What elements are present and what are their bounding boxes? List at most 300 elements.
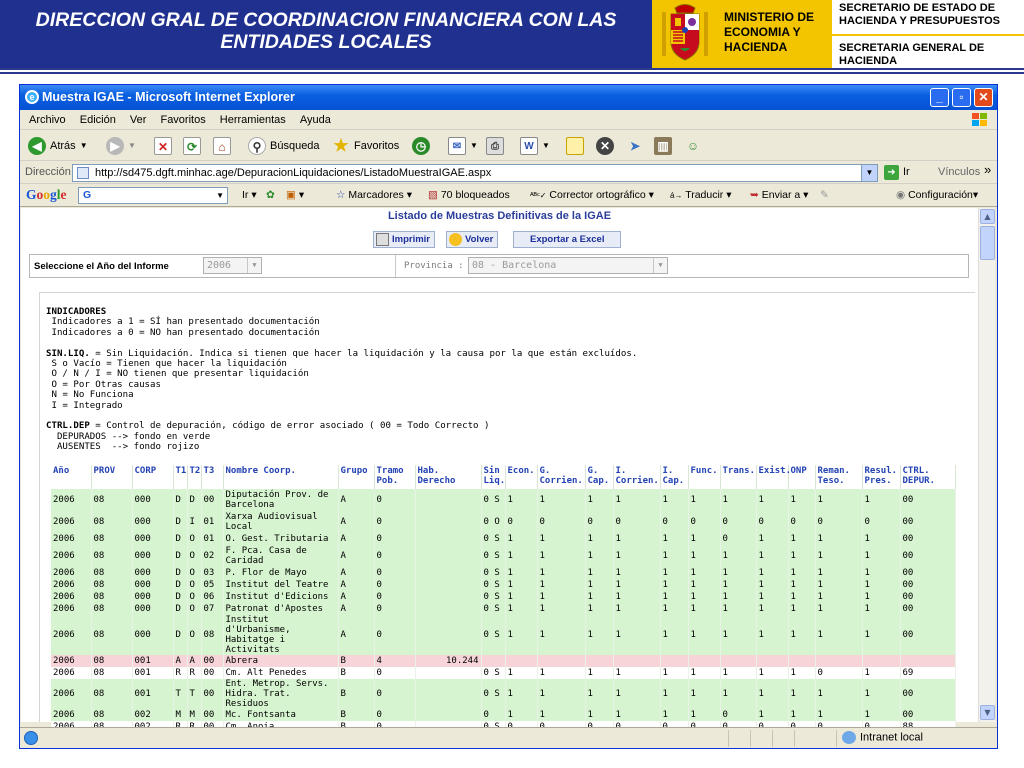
chevron-down-icon[interactable]: ▼ bbox=[861, 165, 877, 181]
forward-button[interactable] bbox=[106, 135, 136, 157]
back-button[interactable] bbox=[28, 135, 88, 157]
table-cell: 1 bbox=[788, 489, 815, 511]
search-button[interactable] bbox=[248, 135, 320, 157]
table-cell: 1 bbox=[862, 545, 900, 567]
edit-button[interactable] bbox=[520, 135, 550, 157]
table-cell: 1 bbox=[862, 591, 900, 603]
column-header[interactable]: Sin Liq. bbox=[481, 465, 505, 489]
column-header[interactable]: Exist. bbox=[756, 465, 788, 489]
table-cell: 0 bbox=[720, 511, 756, 533]
legend-text bbox=[46, 307, 637, 453]
security-zone: Intranet local bbox=[842, 731, 923, 744]
table-cell: 1 bbox=[862, 489, 900, 511]
table-cell: Abrera bbox=[223, 655, 338, 667]
table-cell: A bbox=[173, 655, 187, 667]
search-icon: ⚲ bbox=[248, 137, 266, 155]
table-row[interactable] bbox=[51, 545, 955, 567]
table-cell: 1 bbox=[756, 603, 788, 615]
column-header[interactable]: ONP bbox=[788, 465, 815, 489]
table-cell: 002 bbox=[132, 709, 173, 721]
table-cell: 0 S bbox=[481, 615, 505, 655]
table-cell: 0 bbox=[374, 533, 415, 545]
table-cell: 2006 bbox=[51, 655, 91, 667]
table-cell: 1 bbox=[660, 679, 688, 709]
address-field[interactable] bbox=[72, 164, 878, 182]
favorites-button[interactable] bbox=[332, 135, 399, 157]
indicators-line-2: Indicadores a 0 = NO han presentado documentación bbox=[46, 327, 320, 338]
table-cell: O bbox=[187, 615, 201, 655]
table-cell: 1 bbox=[720, 603, 756, 615]
filter-divider bbox=[395, 255, 396, 277]
table-cell: 0 S bbox=[481, 567, 505, 579]
sinliq-line-4: N = No Funciona bbox=[46, 390, 134, 401]
province-select[interactable]: 08 - Barcelona ▼ bbox=[468, 257, 668, 274]
cursor-icon: ➤ bbox=[629, 139, 641, 153]
table-cell: 1 bbox=[862, 579, 900, 591]
pagerank-icon: ✿ bbox=[266, 189, 275, 201]
table-cell bbox=[415, 579, 481, 591]
column-header[interactable]: I. Corrien. bbox=[613, 465, 660, 489]
column-header[interactable]: G. Corrien. bbox=[537, 465, 585, 489]
ctrl-key: CTRL.DEP bbox=[46, 421, 90, 432]
table-cell: 0 bbox=[537, 511, 585, 533]
table-cell: 1 bbox=[537, 567, 585, 579]
minimize-button[interactable]: _ bbox=[930, 88, 949, 107]
send-to-button[interactable]: ➥ Enviar a ▾ bbox=[750, 189, 809, 201]
table-cell: 1 bbox=[815, 591, 862, 603]
column-header[interactable]: Tramo Pob. bbox=[374, 465, 415, 489]
word-icon: W bbox=[520, 137, 538, 155]
table-cell: 1 bbox=[537, 489, 585, 511]
table-cell: 08 bbox=[91, 667, 132, 679]
table-cell: 1 bbox=[585, 545, 613, 567]
chevron-down-icon: ▼ bbox=[470, 141, 478, 150]
google-go-button[interactable]: Ir ▾ bbox=[242, 189, 257, 201]
table-cell: 1 bbox=[613, 533, 660, 545]
table-cell: D bbox=[173, 579, 187, 591]
table-cell: 1 bbox=[720, 545, 756, 567]
back-label: Atrás bbox=[50, 140, 76, 152]
table-cell: 1 bbox=[505, 579, 537, 591]
table-cell: 1 bbox=[788, 615, 815, 655]
table-cell: 1 bbox=[505, 679, 537, 709]
go-button[interactable] bbox=[884, 165, 910, 180]
table-cell: O bbox=[187, 579, 201, 591]
bookmarks-button[interactable]: ☆ Marcadores ▾ bbox=[336, 189, 412, 201]
table-cell: O bbox=[187, 533, 201, 545]
table-cell: A bbox=[338, 567, 374, 579]
chevron-down-icon: ▼ bbox=[79, 141, 88, 150]
table-row[interactable] bbox=[51, 511, 955, 533]
table-cell: 00 bbox=[900, 511, 955, 533]
column-header[interactable]: Reman. Teso. bbox=[815, 465, 862, 489]
table-cell: D bbox=[173, 533, 187, 545]
table-cell bbox=[415, 679, 481, 709]
table-cell: Patronat d'Apostes bbox=[223, 603, 338, 615]
table-cell: 2006 bbox=[51, 511, 91, 533]
table-cell: 00 bbox=[900, 567, 955, 579]
sinliq-line-3: O = Por Otras causas bbox=[46, 379, 161, 390]
table-cell bbox=[505, 655, 537, 667]
table-cell: 0 bbox=[374, 511, 415, 533]
table-cell: 0 bbox=[481, 709, 505, 721]
table-cell: D bbox=[173, 545, 187, 567]
table-cell: F. Pca. Casa de Caridad bbox=[223, 545, 338, 567]
column-header[interactable]: G. Cap. bbox=[585, 465, 613, 489]
back-hand-icon bbox=[449, 233, 462, 246]
column-header[interactable]: T3 bbox=[201, 465, 223, 489]
table-row[interactable] bbox=[51, 615, 955, 655]
spellcheck-button[interactable]: ᴬᴮᶜ✓ Corrector ortográfico ▾ bbox=[530, 189, 654, 201]
menu-ver[interactable]: Ver bbox=[129, 114, 147, 126]
column-header[interactable]: T1 bbox=[173, 465, 187, 489]
print-button[interactable] bbox=[486, 135, 508, 157]
table-cell: T bbox=[173, 679, 187, 709]
home-button[interactable] bbox=[213, 135, 235, 157]
intranet-icon bbox=[842, 731, 856, 744]
table-cell bbox=[415, 545, 481, 567]
table-cell: 05 bbox=[201, 579, 223, 591]
table-cell: 1 bbox=[788, 579, 815, 591]
table-cell: 0 bbox=[720, 533, 756, 545]
back-arrow-icon: ◀ bbox=[28, 137, 46, 155]
table-cell: 1 bbox=[788, 603, 815, 615]
window-titlebar[interactable] bbox=[20, 85, 997, 110]
table-cell: Mc. Fontsanta bbox=[223, 709, 338, 721]
table-cell: 000 bbox=[132, 511, 173, 533]
table-cell: 0 S bbox=[481, 489, 505, 511]
table-cell: 0 bbox=[720, 709, 756, 721]
table-row[interactable] bbox=[51, 655, 955, 667]
table-cell: 1 bbox=[756, 533, 788, 545]
table-row[interactable] bbox=[51, 489, 955, 511]
block-icon: ✕ bbox=[596, 137, 614, 155]
table-cell: 1 bbox=[660, 567, 688, 579]
table-cell: 000 bbox=[132, 591, 173, 603]
table-cell: 07 bbox=[201, 603, 223, 615]
table-cell: 0 bbox=[788, 511, 815, 533]
table-cell: D bbox=[173, 489, 187, 511]
chevron-right-icon[interactable]: » bbox=[984, 162, 992, 177]
translate-button[interactable]: á→ Traducir ▾ bbox=[670, 189, 732, 201]
table-cell: 1 bbox=[505, 567, 537, 579]
links-label[interactable]: Vínculos bbox=[938, 166, 981, 178]
column-header[interactable]: Func. bbox=[688, 465, 720, 489]
table-cell: 08 bbox=[91, 489, 132, 511]
column-header[interactable]: PROV bbox=[91, 465, 132, 489]
table-cell: 1 bbox=[788, 533, 815, 545]
table-cell: 1 bbox=[537, 533, 585, 545]
table-cell: B bbox=[338, 679, 374, 709]
table-row[interactable] bbox=[51, 679, 955, 709]
table-cell: 1 bbox=[585, 603, 613, 615]
column-header[interactable]: Trans. bbox=[720, 465, 756, 489]
table-cell: B bbox=[338, 667, 374, 679]
table-cell: 0 S bbox=[481, 603, 505, 615]
table-cell: M bbox=[187, 709, 201, 721]
table-cell bbox=[415, 567, 481, 579]
blocked-popups-button[interactable]: ▧ 70 bloqueados bbox=[428, 189, 510, 201]
table-cell: 000 bbox=[132, 603, 173, 615]
table-cell bbox=[585, 655, 613, 667]
province-label: Provincia : bbox=[404, 261, 464, 271]
table-cell: 0 bbox=[613, 511, 660, 533]
google-logo: Google bbox=[26, 187, 67, 202]
column-header[interactable]: Resul. Pres. bbox=[862, 465, 900, 489]
popup-button[interactable]: ▣ ▾ bbox=[286, 189, 305, 201]
table-cell: 1 bbox=[862, 533, 900, 545]
ministry-label: MINISTERIO DE ECONOMIA Y HACIENDA bbox=[718, 0, 830, 68]
table-cell: 1 bbox=[613, 709, 660, 721]
search-label: Búsqueda bbox=[270, 140, 320, 152]
table-cell: T bbox=[187, 679, 201, 709]
table-cell: 1 bbox=[688, 489, 720, 511]
refresh-button[interactable] bbox=[183, 135, 205, 157]
mail-button[interactable] bbox=[448, 135, 478, 157]
table-cell: 1 bbox=[688, 603, 720, 615]
table-cell: 00 bbox=[900, 591, 955, 603]
table-cell: A bbox=[338, 591, 374, 603]
table-cell: 1 bbox=[660, 489, 688, 511]
scroll-down-arrow-icon[interactable]: ▼ bbox=[980, 705, 995, 720]
coat-of-arms-icon bbox=[658, 2, 712, 66]
window-title: Muestra IGAE - Microsoft Internet Explorer bbox=[42, 90, 295, 104]
table-cell: 1 bbox=[862, 667, 900, 679]
table-cell: 000 bbox=[132, 567, 173, 579]
table-cell: A bbox=[338, 579, 374, 591]
pagerank-button[interactable] bbox=[266, 189, 275, 201]
google-search-value: G bbox=[83, 189, 92, 201]
table-cell: 1 bbox=[585, 591, 613, 603]
table-cell: 2006 bbox=[51, 667, 91, 679]
table-cell: 1 bbox=[815, 615, 862, 655]
table-cell: 2006 bbox=[51, 603, 91, 615]
table-cell: 4 bbox=[374, 655, 415, 667]
table-cell: 0 bbox=[374, 667, 415, 679]
page-status-icon bbox=[24, 731, 38, 745]
table-cell: 1 bbox=[756, 567, 788, 579]
sinliq-line-2: O / N / I = NO tienen que presentar liquidación bbox=[46, 369, 309, 380]
column-header[interactable]: CORP bbox=[132, 465, 173, 489]
status-divider bbox=[750, 730, 751, 747]
table-cell: 1 bbox=[756, 679, 788, 709]
column-header[interactable]: Nombre Coorp. bbox=[223, 465, 338, 489]
status-divider bbox=[794, 730, 795, 747]
blocked-icon: ▧ bbox=[428, 189, 438, 201]
google-toolbar bbox=[20, 185, 997, 207]
table-row[interactable] bbox=[51, 667, 955, 679]
table-cell: 0 S bbox=[481, 579, 505, 591]
menu-herramientas[interactable]: Herramientas bbox=[219, 114, 286, 126]
table-cell: 1 bbox=[788, 567, 815, 579]
chevron-down-icon[interactable]: ▼ bbox=[216, 191, 224, 200]
table-cell: 08 bbox=[91, 533, 132, 545]
table-cell bbox=[815, 655, 862, 667]
table-cell: 1 bbox=[505, 709, 537, 721]
table-cell: 0 bbox=[815, 511, 862, 533]
table-cell: 1 bbox=[815, 603, 862, 615]
google-search-input[interactable] bbox=[78, 187, 228, 204]
table-cell: 1 bbox=[585, 679, 613, 709]
messenger-button[interactable] bbox=[626, 135, 648, 157]
table-cell: 1 bbox=[660, 579, 688, 591]
column-header[interactable]: Hab. Derecho bbox=[415, 465, 481, 489]
table-cell: 1 bbox=[815, 709, 862, 721]
table-cell: 1 bbox=[720, 567, 756, 579]
table-cell: 00 bbox=[900, 579, 955, 591]
table-cell: Institut d'Urbanisme, Habitatge i Activitats bbox=[223, 615, 338, 655]
column-header[interactable]: I. Cap. bbox=[660, 465, 688, 489]
column-header[interactable]: Grupo bbox=[338, 465, 374, 489]
table-cell: 1 bbox=[862, 709, 900, 721]
table-cell: Xarxa Audiovisual Local bbox=[223, 511, 338, 533]
table-cell: 1 bbox=[505, 667, 537, 679]
column-header[interactable]: Econ. bbox=[505, 465, 537, 489]
contacts-button[interactable] bbox=[684, 135, 706, 157]
table-cell: 2006 bbox=[51, 709, 91, 721]
table-cell: 1 bbox=[660, 709, 688, 721]
table-cell: 1 bbox=[585, 667, 613, 679]
table-cell: 000 bbox=[132, 615, 173, 655]
table-row[interactable] bbox=[51, 567, 955, 579]
table-cell: 1 bbox=[613, 603, 660, 615]
table-cell: 0 bbox=[374, 591, 415, 603]
table-cell bbox=[613, 655, 660, 667]
menu-edicion[interactable]: Edición bbox=[79, 114, 116, 126]
ctrl-line-2: AUSENTES --> fondo rojizo bbox=[46, 442, 200, 453]
status-divider bbox=[728, 730, 729, 747]
history-button[interactable] bbox=[412, 135, 434, 157]
table-row[interactable] bbox=[51, 533, 955, 545]
table-cell: R bbox=[173, 667, 187, 679]
table-cell: 1 bbox=[660, 545, 688, 567]
table-cell: 0 S bbox=[481, 545, 505, 567]
column-header[interactable]: T2 bbox=[187, 465, 201, 489]
block-button[interactable] bbox=[596, 135, 618, 157]
table-cell: 1 bbox=[756, 591, 788, 603]
table-cell: 01 bbox=[201, 533, 223, 545]
settings-button[interactable]: ◉ Configuración▾ bbox=[896, 189, 979, 201]
page-title: Listado de Muestras Definitivas de la IGAE bbox=[387, 210, 612, 222]
chevron-down-icon: ▼ bbox=[247, 258, 261, 273]
table-cell: 1 bbox=[688, 533, 720, 545]
table-cell: Cm. Alt Penedes bbox=[223, 667, 338, 679]
table-row[interactable] bbox=[51, 579, 955, 591]
table-cell: 2006 bbox=[51, 567, 91, 579]
research-button[interactable] bbox=[654, 135, 676, 157]
column-header[interactable]: Año bbox=[51, 465, 91, 489]
scroll-up-arrow-icon[interactable]: ▲ bbox=[980, 209, 995, 224]
table-cell: 1 bbox=[862, 615, 900, 655]
close-button[interactable]: ✕ bbox=[974, 88, 993, 107]
table-cell bbox=[481, 655, 505, 667]
table-cell: A bbox=[338, 603, 374, 615]
mail-icon: ✉ bbox=[448, 137, 466, 155]
table-cell: 1 bbox=[505, 489, 537, 511]
table-cell: 1 bbox=[585, 533, 613, 545]
table-cell: 00 bbox=[900, 615, 955, 655]
table-cell: D bbox=[173, 511, 187, 533]
samples-table bbox=[51, 465, 956, 745]
books-icon: ▥ bbox=[654, 137, 672, 155]
table-cell: 1 bbox=[756, 579, 788, 591]
table-cell: 2006 bbox=[51, 679, 91, 709]
settings-icon: ◉ bbox=[896, 189, 906, 201]
table-cell: 1 bbox=[613, 567, 660, 579]
print-button[interactable]: Imprimir bbox=[373, 231, 435, 248]
stop-button[interactable] bbox=[154, 135, 176, 157]
table-cell: 1 bbox=[815, 579, 862, 591]
table-cell: 0 bbox=[374, 579, 415, 591]
table-row[interactable] bbox=[51, 709, 955, 721]
table-cell: 00 bbox=[900, 545, 955, 567]
table-cell: 000 bbox=[132, 545, 173, 567]
chevron-down-icon: ▼ bbox=[542, 141, 550, 150]
column-header[interactable]: CTRL. DEPUR. bbox=[900, 465, 955, 489]
table-cell: 0 bbox=[660, 511, 688, 533]
vertical-scrollbar[interactable] bbox=[978, 208, 995, 722]
translate-icon: á→ bbox=[670, 191, 683, 200]
table-cell bbox=[862, 655, 900, 667]
note-icon bbox=[566, 137, 584, 155]
table-cell: 1 bbox=[788, 545, 815, 567]
standard-toolbar bbox=[20, 131, 997, 161]
table-cell: 001 bbox=[132, 655, 173, 667]
browser-window bbox=[19, 84, 998, 749]
table-cell: 001 bbox=[132, 679, 173, 709]
status-divider bbox=[836, 730, 837, 747]
menu-favoritos[interactable]: Favoritos bbox=[160, 114, 206, 126]
sinliq-line-5: I = Integrado bbox=[46, 400, 123, 411]
table-cell: 1 bbox=[585, 615, 613, 655]
address-label: Dirección bbox=[25, 166, 71, 178]
table-cell: O. Gest. Tributaria bbox=[223, 533, 338, 545]
table-cell: 00 bbox=[201, 709, 223, 721]
table-cell: 1 bbox=[585, 709, 613, 721]
table-cell: 1 bbox=[585, 567, 613, 579]
table-header-row bbox=[51, 465, 955, 489]
table-cell: 1 bbox=[660, 533, 688, 545]
menu-archivo[interactable]: Archivo bbox=[29, 114, 66, 126]
maximize-button[interactable]: ▫ bbox=[952, 88, 971, 107]
back-button[interactable]: Volver bbox=[446, 231, 498, 248]
table-cell: 08 bbox=[91, 709, 132, 721]
table-cell: 01 bbox=[201, 511, 223, 533]
table-cell: 1 bbox=[788, 679, 815, 709]
table-row[interactable] bbox=[51, 603, 955, 615]
table-cell: Ent. Metrop. Servs. Hidra. Trat. Residuos bbox=[223, 679, 338, 709]
table-cell: 1 bbox=[613, 489, 660, 511]
table-cell: 08 bbox=[91, 679, 132, 709]
table-cell: 0 S bbox=[481, 667, 505, 679]
discuss-button[interactable] bbox=[566, 135, 588, 157]
table-cell: 0 bbox=[374, 567, 415, 579]
star-icon: ★ bbox=[333, 136, 349, 155]
year-label: Seleccione el Año del Informe bbox=[34, 261, 169, 272]
year-select[interactable]: 2006 ▼ bbox=[203, 257, 262, 274]
chevron-down-icon: ▼ bbox=[653, 258, 667, 273]
table-cell: 08 bbox=[91, 579, 132, 591]
export-excel-button[interactable]: Exportar a Excel bbox=[513, 231, 621, 248]
menu-ayuda[interactable]: Ayuda bbox=[299, 114, 331, 126]
stop-icon: ✕ bbox=[154, 137, 172, 155]
table-row[interactable] bbox=[51, 591, 955, 603]
table-cell: 0 bbox=[374, 545, 415, 567]
scroll-thumb[interactable] bbox=[980, 226, 995, 260]
send-icon: ➥ bbox=[750, 189, 759, 201]
table-cell: 1 bbox=[613, 545, 660, 567]
highlight-button[interactable] bbox=[820, 189, 829, 201]
